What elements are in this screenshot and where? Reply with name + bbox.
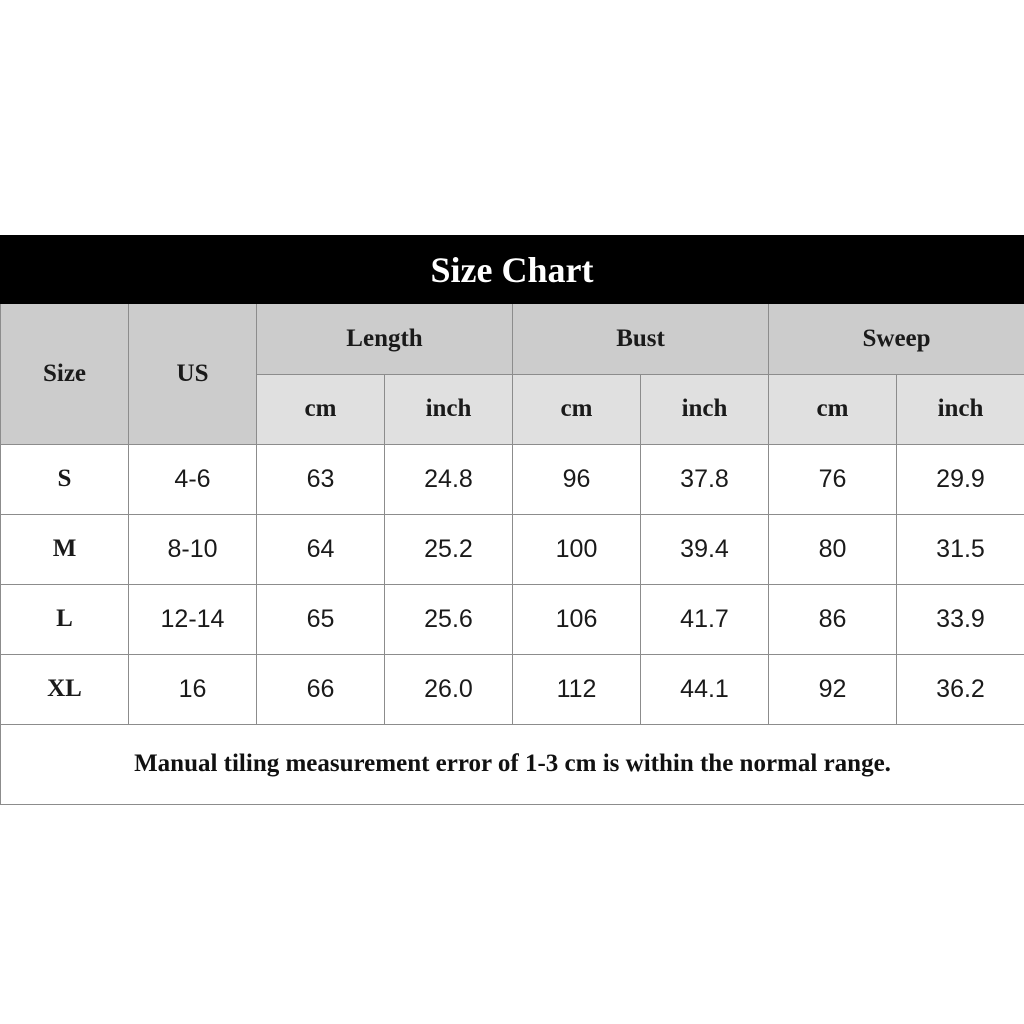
size-chart: [0, 235, 1024, 805]
value-cell: 92: [769, 654, 897, 724]
value-cell: 66: [257, 654, 385, 724]
table-row: [1, 514, 1024, 584]
table-row: [1, 654, 1024, 724]
value-cell: 96: [513, 444, 641, 514]
value-cell: 63: [257, 444, 385, 514]
value-cell: 106: [513, 584, 641, 654]
value-cell: 26.0: [385, 654, 513, 724]
value-cell: 86: [769, 584, 897, 654]
unit-header: inch: [897, 374, 1024, 444]
us-cell: 12-14: [129, 584, 257, 654]
size-cell: M: [1, 514, 129, 584]
note-row: [1, 724, 1024, 804]
value-cell: 41.7: [641, 584, 769, 654]
value-cell: 64: [257, 514, 385, 584]
header-us: US: [129, 304, 257, 444]
size-cell: XL: [1, 654, 129, 724]
value-cell: 44.1: [641, 654, 769, 724]
value-cell: 25.2: [385, 514, 513, 584]
value-cell: 37.8: [641, 444, 769, 514]
unit-header: cm: [513, 374, 641, 444]
value-cell: 25.6: [385, 584, 513, 654]
value-cell: 39.4: [641, 514, 769, 584]
value-cell: 100: [513, 514, 641, 584]
header-row-groups: [1, 304, 1024, 374]
unit-header: cm: [257, 374, 385, 444]
size-cell: L: [1, 584, 129, 654]
header-size: Size: [1, 304, 129, 444]
value-cell: 33.9: [897, 584, 1024, 654]
value-cell: 76: [769, 444, 897, 514]
us-cell: 8-10: [129, 514, 257, 584]
unit-header: inch: [385, 374, 513, 444]
chart-title: Size Chart: [0, 235, 1024, 304]
header-bust: Bust: [513, 304, 769, 374]
value-cell: 112: [513, 654, 641, 724]
us-cell: 4-6: [129, 444, 257, 514]
value-cell: 31.5: [897, 514, 1024, 584]
header-length: Length: [257, 304, 513, 374]
unit-header: cm: [769, 374, 897, 444]
table-row: [1, 444, 1024, 514]
header-sweep: Sweep: [769, 304, 1024, 374]
size-cell: S: [1, 444, 129, 514]
value-cell: 36.2: [897, 654, 1024, 724]
us-cell: 16: [129, 654, 257, 724]
measurement-note: Manual tiling measurement error of 1-3 cm is within the normal range.: [1, 724, 1024, 804]
value-cell: 29.9: [897, 444, 1024, 514]
value-cell: 65: [257, 584, 385, 654]
size-table: [0, 304, 1024, 805]
unit-header: inch: [641, 374, 769, 444]
table-row: [1, 584, 1024, 654]
value-cell: 80: [769, 514, 897, 584]
value-cell: 24.8: [385, 444, 513, 514]
